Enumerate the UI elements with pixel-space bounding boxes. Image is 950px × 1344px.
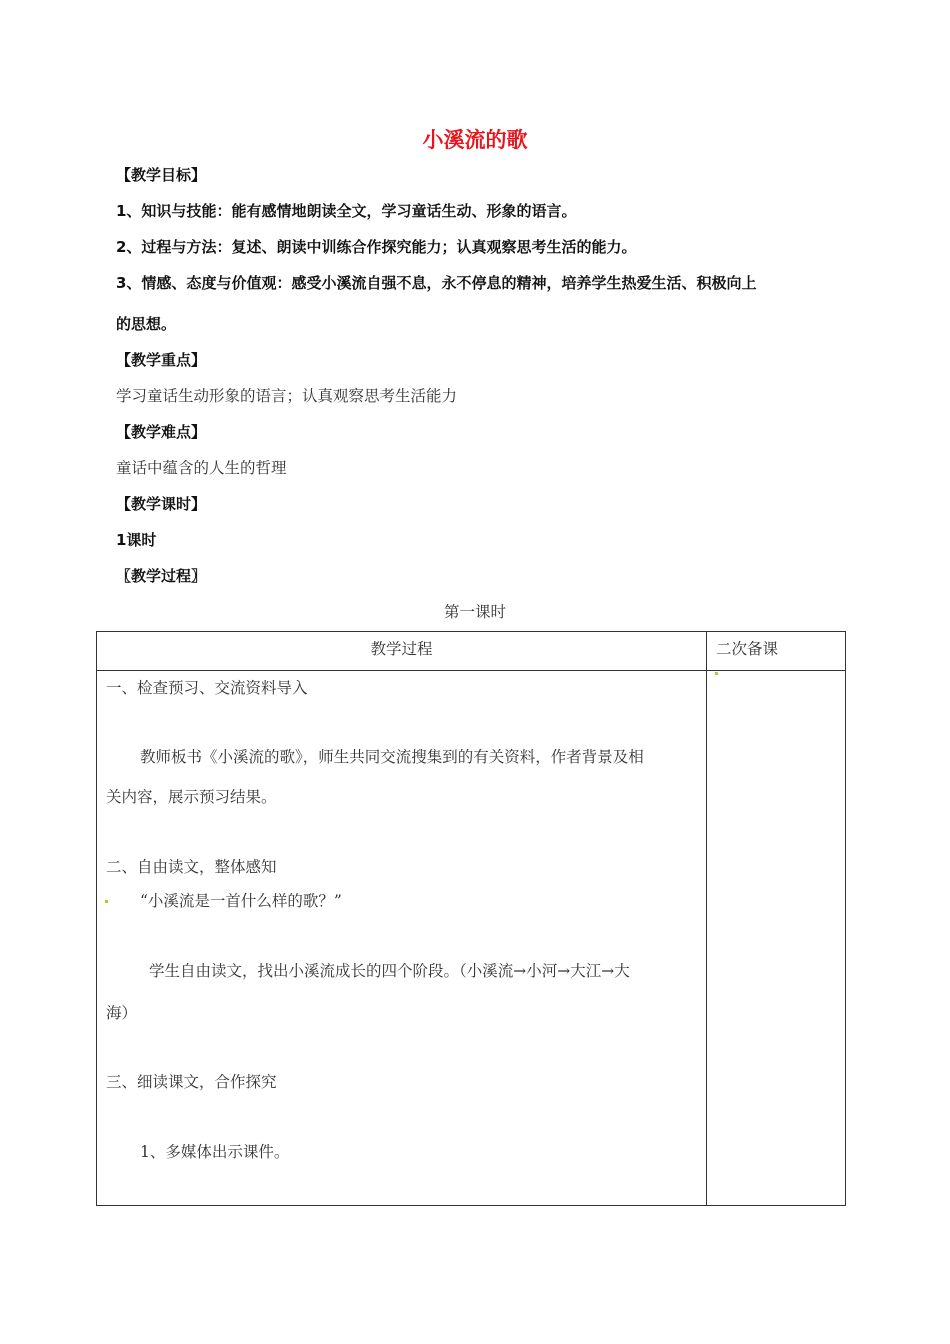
- table-body-second-prep: [707, 671, 846, 1206]
- section-2-paragraph-line-1: 学生自由读文，找出小溪流成长的四个阶段。（小溪流→小河→大江→大: [149, 962, 630, 980]
- table-header-second-prep-label: 二次备课: [716, 640, 779, 658]
- section-1-paragraph-line-2: 关内容，展示预习结果。: [106, 788, 277, 806]
- objectives-heading: 【教学目标】: [116, 166, 207, 184]
- margin-mark: [715, 672, 718, 675]
- difficulty-text: 童话中蕴含的人生的哲理: [116, 459, 287, 477]
- process-heading: 〖教学过程〗: [116, 567, 207, 585]
- margin-mark: [105, 900, 108, 903]
- section-2-paragraph-line-2: 海）: [106, 1004, 138, 1022]
- hours-text: 1课时: [116, 531, 157, 549]
- section-1-heading: 一、检查预习、交流资料导入: [106, 679, 308, 697]
- section-2-heading: 二、自由读文，整体感知: [106, 858, 277, 876]
- lesson-label: 第一课时: [443, 603, 506, 621]
- section-1-paragraph-line-1: 教师板书《小溪流的歌》，师生共同交流搜集到的有关资料，作者背景及相: [140, 748, 644, 766]
- lesson-table: [96, 631, 846, 1206]
- section-3-item-1: 1、多媒体出示课件。: [140, 1143, 290, 1161]
- table-header-second-prep: [707, 632, 846, 671]
- focus-heading: 【教学重点】: [116, 351, 207, 369]
- table-body-process: [97, 671, 707, 1206]
- table-header-process-label: 教学过程: [370, 640, 433, 658]
- objective-item-2: 2、过程与方法：复述、朗读中训练合作探究能力；认真观察思考生活的能力。: [116, 238, 637, 256]
- hours-heading: 【教学课时】: [116, 495, 207, 513]
- difficulty-heading: 【教学难点】: [116, 423, 207, 441]
- objective-item-3-line-1: 3、情感、态度与价值观：感受小溪流自强不息，永不停息的精神，培养学生热爱生活、积极向上: [116, 274, 757, 292]
- objective-item-3-line-2: 的思想。: [116, 315, 177, 333]
- section-2-question: “小溪流是一首什么样的歌？”: [140, 892, 342, 910]
- page-title: 小溪流的歌: [422, 128, 528, 152]
- table-header-process: [97, 632, 707, 671]
- focus-text: 学习童话生动形象的语言；认真观察思考生活能力: [116, 387, 458, 405]
- objective-item-1: 1、知识与技能：能有感情地朗读全文，学习童话生动、形象的语言。: [116, 202, 577, 220]
- section-3-heading: 三、细读课文，合作探究: [106, 1073, 277, 1091]
